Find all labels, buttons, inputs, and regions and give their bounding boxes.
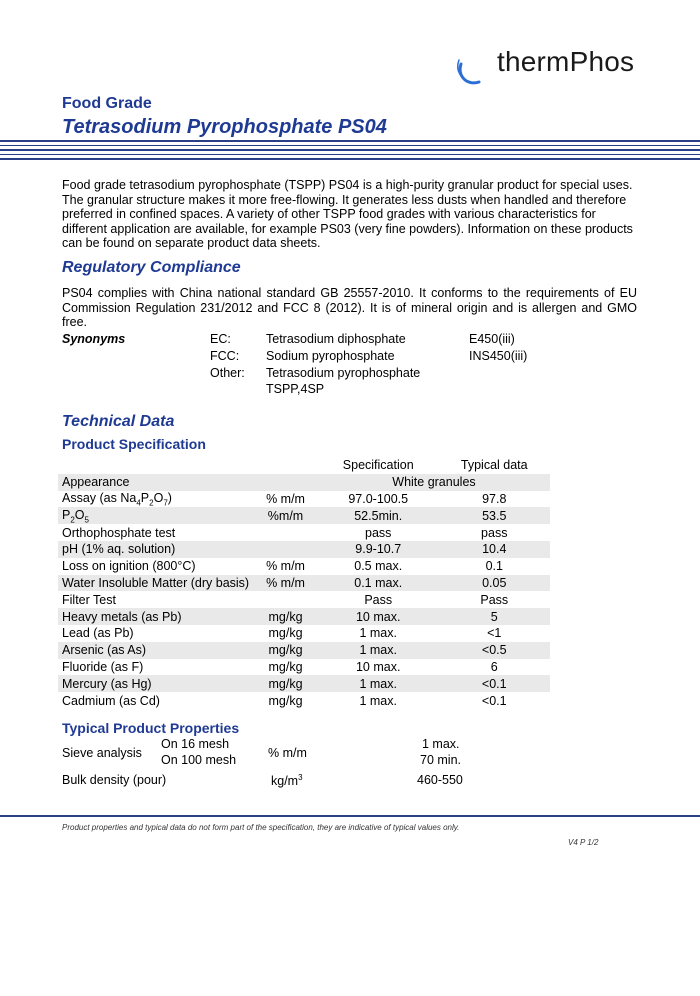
- spec-cell: 10 max.: [355, 659, 401, 674]
- footer-rules: [0, 815, 700, 820]
- unit-cell: [253, 541, 318, 558]
- spec-cell: Pass: [364, 592, 393, 607]
- spec-cell: 1 max.: [359, 626, 397, 641]
- typical-cell: Pass: [480, 592, 509, 607]
- unit-cell: mg/kg: [268, 659, 303, 674]
- synonym-name: Tetrasodium pyrophosphate: [266, 366, 421, 380]
- typical-cell: 0.05: [439, 575, 550, 592]
- typical-cell: <1: [487, 626, 502, 641]
- col-typical-header: Typical data: [460, 458, 528, 473]
- footnote: Product properties and typical data do not form part of the specification, they are indicative of typical values only.: [62, 823, 460, 832]
- spec-cell: 1 max.: [318, 675, 439, 692]
- table-row: [58, 642, 550, 659]
- col-spec-header: Specification: [342, 458, 414, 473]
- table-row: [58, 491, 550, 508]
- bulk-label: Bulk density (pour): [62, 773, 167, 787]
- unit-cell: % m/m: [253, 575, 318, 592]
- mesh16-value: 1 max.: [422, 737, 460, 751]
- prop-cell: pH (1% aq. solution): [58, 541, 253, 558]
- unit-cell: % m/m: [266, 491, 305, 506]
- swoosh-icon: [455, 52, 491, 88]
- table-row: [58, 625, 550, 642]
- prop-cell: Arsenic (as As): [58, 642, 253, 659]
- typical-cell: <0.1: [439, 675, 550, 692]
- prop-cell: Water Insoluble Matter (dry basis): [58, 575, 253, 592]
- typical-cell: <0.1: [481, 693, 507, 708]
- regulatory-heading: Regulatory Compliance: [62, 259, 241, 276]
- spec-cell: 1 max.: [318, 642, 439, 659]
- prop-cell: $P_2O_5$: [58, 507, 253, 524]
- table-row: [58, 608, 550, 625]
- unit-cell: mg/kg: [268, 626, 303, 641]
- spec-cell: 97.0-100.5: [348, 491, 409, 506]
- table-row: [58, 692, 550, 709]
- prop-cell: Orthophosphate test: [62, 525, 176, 540]
- typical-cell: 0.1: [485, 559, 503, 574]
- mesh100-label: On 100 mesh: [161, 753, 237, 767]
- table-row: [58, 524, 550, 541]
- unit-cell: mg/kg: [268, 693, 303, 708]
- synonym-key: Other:: [210, 366, 245, 380]
- synonym-name: Sodium pyrophosphate: [266, 349, 395, 363]
- prop-cell: Lead (as Pb): [62, 626, 134, 641]
- mesh100-value: 70 min.: [420, 753, 461, 767]
- technical-heading: Technical Data: [62, 413, 175, 430]
- prop-cell: Fluoride (as F): [62, 659, 144, 674]
- table-row: [58, 541, 550, 558]
- prop-cell: Heavy metals (as Pb): [58, 608, 253, 625]
- typical-cell: 5: [439, 608, 550, 625]
- spec-cell: 52.5min.: [318, 507, 439, 524]
- synonym-name: TSPP,4SP: [266, 382, 325, 396]
- page-number: V4 P 1/2: [568, 838, 599, 847]
- spec-cell: 0.5 max.: [354, 559, 403, 574]
- prop-cell: Filter Test: [62, 592, 116, 607]
- spec-cell: 1 max.: [359, 693, 397, 708]
- logo-text: thermPhos: [497, 46, 635, 77]
- table-row: [58, 575, 550, 592]
- typical-cell: 6: [490, 659, 498, 674]
- intro-paragraph: Food grade tetrasodium pyrophosphate (TSPP) PS04 is a high-purity granular product for special uses. The granular structure makes it more free-flowing. It generates less dusts when handled and therefore preferred in confined spaces. A variety of other TSPP food grades with various characteristics for different application are available, for example PS03 (very fine powders). Information on these products can be found on separate product data sheets.: [62, 178, 633, 250]
- synonym-code: E450(iii): [469, 332, 515, 346]
- synonym-key: FCC:: [210, 349, 240, 363]
- synonyms-label: Synonyms: [62, 332, 126, 346]
- bulk-unit: $kg/m^3$: [271, 773, 303, 789]
- properties-heading: Typical Product Properties: [62, 720, 240, 736]
- typical-cell: pass: [481, 525, 508, 540]
- spec-cell: pass: [365, 525, 392, 540]
- unit-cell: [253, 591, 318, 608]
- mesh16-label: On 16 mesh: [161, 737, 230, 751]
- unit-cell: mg/kg: [253, 675, 318, 692]
- prop-cell: Cadmium (as Cd): [62, 693, 160, 708]
- spec-cell: 10 max.: [318, 608, 439, 625]
- table-row: [58, 474, 550, 491]
- regulatory-paragraph: PS04 complies with China national standard GB 25557-2010. It conforms to the requirements of EU Commission Regulation 231/2012 and FCC 8 (2012). It is of mineral origin and is allergen and GMO free.: [62, 286, 637, 329]
- grade-title: Food Grade: [62, 95, 152, 112]
- spec-cell: 9.9-10.7: [318, 541, 439, 558]
- unit-cell: [253, 524, 318, 541]
- typical-cell: <0.5: [439, 642, 550, 659]
- table-row: [58, 591, 550, 608]
- product-title: Tetrasodium Pyrophosphate PS04: [62, 116, 387, 138]
- bulk-value: 460-550: [417, 773, 463, 787]
- table-header-row: [58, 457, 550, 474]
- synonym-code: INS450(iii): [469, 349, 528, 363]
- typical-cell: 10.4: [439, 541, 550, 558]
- typical-cell: 53.5: [439, 507, 550, 524]
- table-row: [58, 659, 550, 676]
- synonym-key: EC:: [210, 332, 231, 346]
- typical-cell: 97.8: [482, 491, 507, 506]
- prop-cell: Mercury (as Hg): [58, 675, 253, 692]
- sieve-label: Sieve analysis: [62, 746, 142, 760]
- prop-cell: Assay (as $Na_4P_2O_7$): [62, 490, 172, 508]
- table-row: [58, 558, 550, 575]
- unit-cell: % m/m: [266, 559, 305, 574]
- sieve-unit: % m/m: [268, 746, 307, 760]
- spec-table: [58, 457, 550, 709]
- prop-cell: Loss on ignition (800°C): [62, 559, 196, 574]
- unit-cell: mg/kg: [253, 642, 318, 659]
- unit-cell: mg/kg: [253, 608, 318, 625]
- table-row: [58, 507, 550, 524]
- unit-cell: %m/m: [253, 507, 318, 524]
- appearance-value: White granules: [318, 474, 550, 491]
- synonym-name: Tetrasodium diphosphate: [266, 332, 406, 346]
- header-rules: [0, 140, 700, 163]
- prop-cell: Appearance: [58, 474, 253, 491]
- table-row: [58, 675, 550, 692]
- spec-heading: Product Specification: [62, 436, 206, 452]
- spec-cell: 0.1 max.: [318, 575, 439, 592]
